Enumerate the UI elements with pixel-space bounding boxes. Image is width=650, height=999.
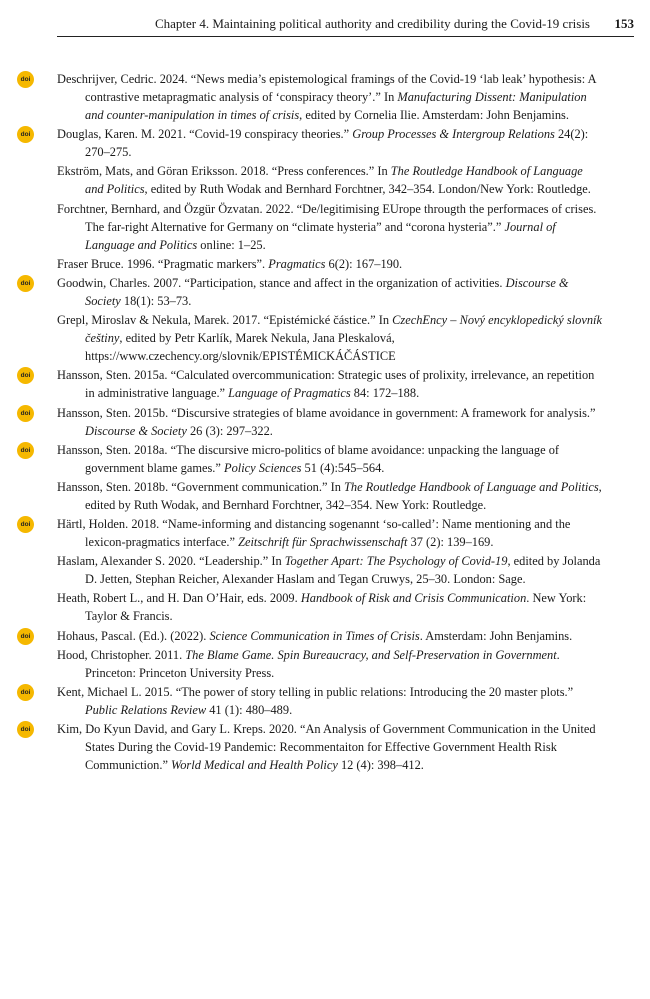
reference-entry: Fraser Bruce. 1996. “Pragmatic markers”. Pragmatics 6(2): 167–190. (57, 256, 403, 271)
reference-list (0, 70, 650, 775)
doi-icon[interactable]: doi (17, 516, 34, 533)
doi-icon[interactable]: doi (17, 442, 34, 459)
doi-icon[interactable]: doi (17, 126, 34, 143)
reference-entry: Hansson, Sten. 2018b. “Government communication.” In The Routledge Handbook of Language and Politics, edited by Ruth Wodak, and Bernhard Forchtner, 342–354. New York: Routledge. (57, 479, 602, 512)
running-header (57, 14, 634, 37)
doi-icon[interactable]: doi (17, 628, 34, 645)
doi-icon[interactable]: doi (17, 367, 34, 384)
reference-entry: Haslam, Alexander S. 2020. “Leadership.” In Together Apart: The Psychology of Covid-19, edited by Jolanda D. Jetten, Stephan Reicher, Alexander Haslam and Tegan Cruwys, 25–30. London: Sage. (57, 554, 601, 587)
doi-icon[interactable]: doi (17, 721, 34, 738)
reference-entry: Grepl, Miroslav & Nekula, Marek. 2017. “Epistémické částice.” In CzechEncy – Nový encyklopedický slovník češtiny, edited by Petr Karlík, Marek Nekula, Jana Pleskalová, https://www.czechency.org/slovnik/EPISTÉMICKÁČÁSTICE (57, 313, 602, 364)
doi-icon[interactable]: doi (17, 275, 34, 292)
reference-entry: Hood, Christopher. 2011. The Blame Game. Spin Bureaucracy, and Self-Preservation in Government. Princeton: Princeton University Press. (57, 647, 560, 680)
chapter-title: Chapter 4. Maintaining political authority and credibility during the Covid-19 crisis (154, 16, 590, 31)
reference-entry: doi Härtl, Holden. 2018. “Name-informing and distancing sogenannt ‘so-called’: Name mentioning and the lexicon-pragmatics interface.” Zeitschrift für Sprachwissenschaft 37 (2): 139–169. (0, 515, 650, 551)
reference-entry: doi Kim, Do Kyun David, and Gary L. Kreps. 2020. “An Analysis of Government Communication in the United States During the Covid-19 Pandemic: Recommentaiton for Effective Government Health Risk Communiction.” World Medical and Health Policy 12 (4): 398–412. (0, 720, 650, 774)
doi-icon[interactable]: doi (17, 71, 34, 88)
doi-icon[interactable]: doi (17, 684, 34, 701)
reference-entry: doi Hansson, Sten. 2018a. “The discursive micro-politics of blame avoidance: unpacking the language of government blame games.” Policy Sciences 51 (4):545–564. (0, 441, 650, 477)
reference-entry: doi Deschrijver, Cedric. 2024. “News media’s epistemological framings of the Covid-19 ‘lab leak’ hypothesis: A contrastive metapragmatic analysis of ‘conspiracy theory’.” In Manufacturing Dissent: Manipulation and counter-manipulation in times of crisis, edited by Cornelia Ilie. Amsterdam: John Benjamins. (0, 70, 650, 124)
reference-entry: doi Douglas, Karen. M. 2021. “Covid-19 conspiracy theories.” Group Processes & Intergroup Relations 24(2): 270–275. (0, 125, 650, 161)
reference-entry: doi Hansson, Sten. 2015b. “Discursive strategies of blame avoidance in government: A framework for analysis.” Discourse & Society 26 (3): 297–322. (0, 404, 650, 440)
reference-entry: doi Goodwin, Charles. 2007. “Participation, stance and affect in the organization of activities. Discourse & Society 18(1): 53–73. (0, 274, 650, 310)
reference-entry: doi Kent, Michael L. 2015. “The power of story telling in public relations: Introducing the 20 master plots.” Public Relations Review 41 (1): 480–489. (0, 683, 650, 719)
reference-entry: Heath, Robert L., and H. Dan O’Hair, eds. 2009. Handbook of Risk and Crisis Communication. New York: Taylor & Francis. (57, 591, 587, 624)
reference-entry: doi Hansson, Sten. 2015a. “Calculated overcommunication: Strategic uses of prolixity, irrelevance, an repetition in administrative language.” Language of Pragmatics 84: 172–188. (0, 366, 650, 402)
doi-icon[interactable]: doi (17, 405, 34, 422)
reference-entry: Ekström, Mats, and Göran Eriksson. 2018. “Press conferences.” In The Routledge Handbook of Language and Politics, edited by Ruth Wodak and Bernhard Forchtner, 342–354. London/New York: Routledge. (57, 164, 591, 197)
reference-entry: doi Hohaus, Pascal. (Ed.). (2022). Science Communication in Times of Crisis. Amsterdam: John Benjamins. (0, 627, 650, 645)
reference-entry: Forchtner, Bernhard, and Özgür Özvatan. 2022. “De/legitimising EUrope througth the performaces of crises. The far-right Alternative for Germany on “climate hysteria” and “corona hysteria”.” Journal of Language and Politics online: 1–25. (57, 201, 597, 252)
page-number: 153 (614, 16, 634, 31)
